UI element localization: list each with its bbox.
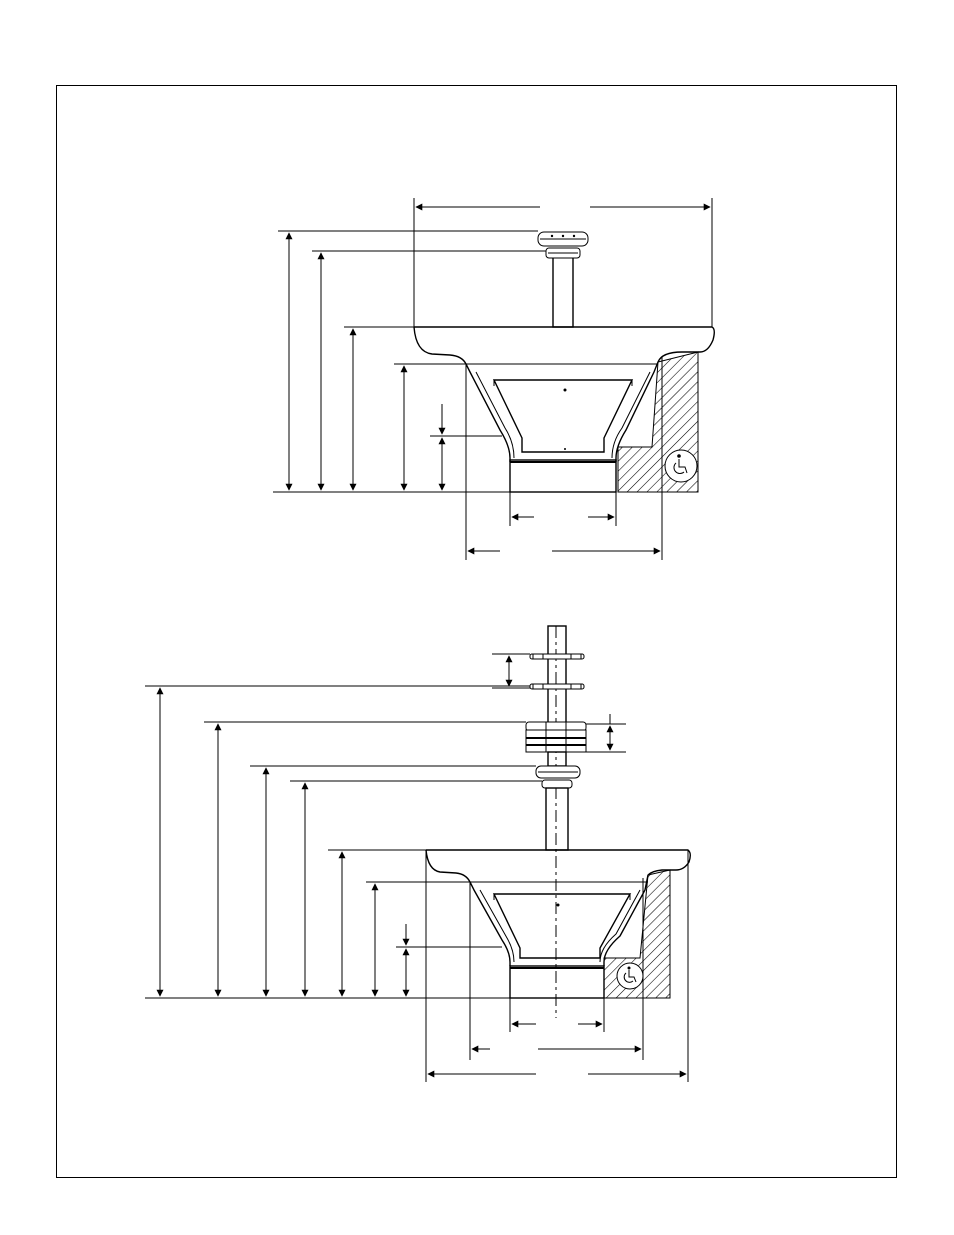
- accessibility-icon: [617, 963, 643, 989]
- basin-rim: [414, 327, 714, 364]
- sprayhead-column: [546, 788, 568, 850]
- upper-column: [548, 626, 566, 726]
- multi-level-pedestal-elevation: [145, 626, 690, 1082]
- drain-shroud: [494, 380, 632, 452]
- control-head: [526, 722, 586, 752]
- spray-ring-lower: [530, 684, 584, 689]
- pedestal-base: [510, 460, 616, 492]
- accessibility-icon: [665, 450, 697, 482]
- basin-bowl-left: [466, 364, 510, 462]
- pedestal-base: [510, 966, 604, 998]
- spray-ring-upper: [530, 654, 584, 659]
- sprayhead-column: [553, 256, 573, 327]
- single-pedestal-elevation: [273, 198, 714, 560]
- drain-shroud: [494, 894, 630, 958]
